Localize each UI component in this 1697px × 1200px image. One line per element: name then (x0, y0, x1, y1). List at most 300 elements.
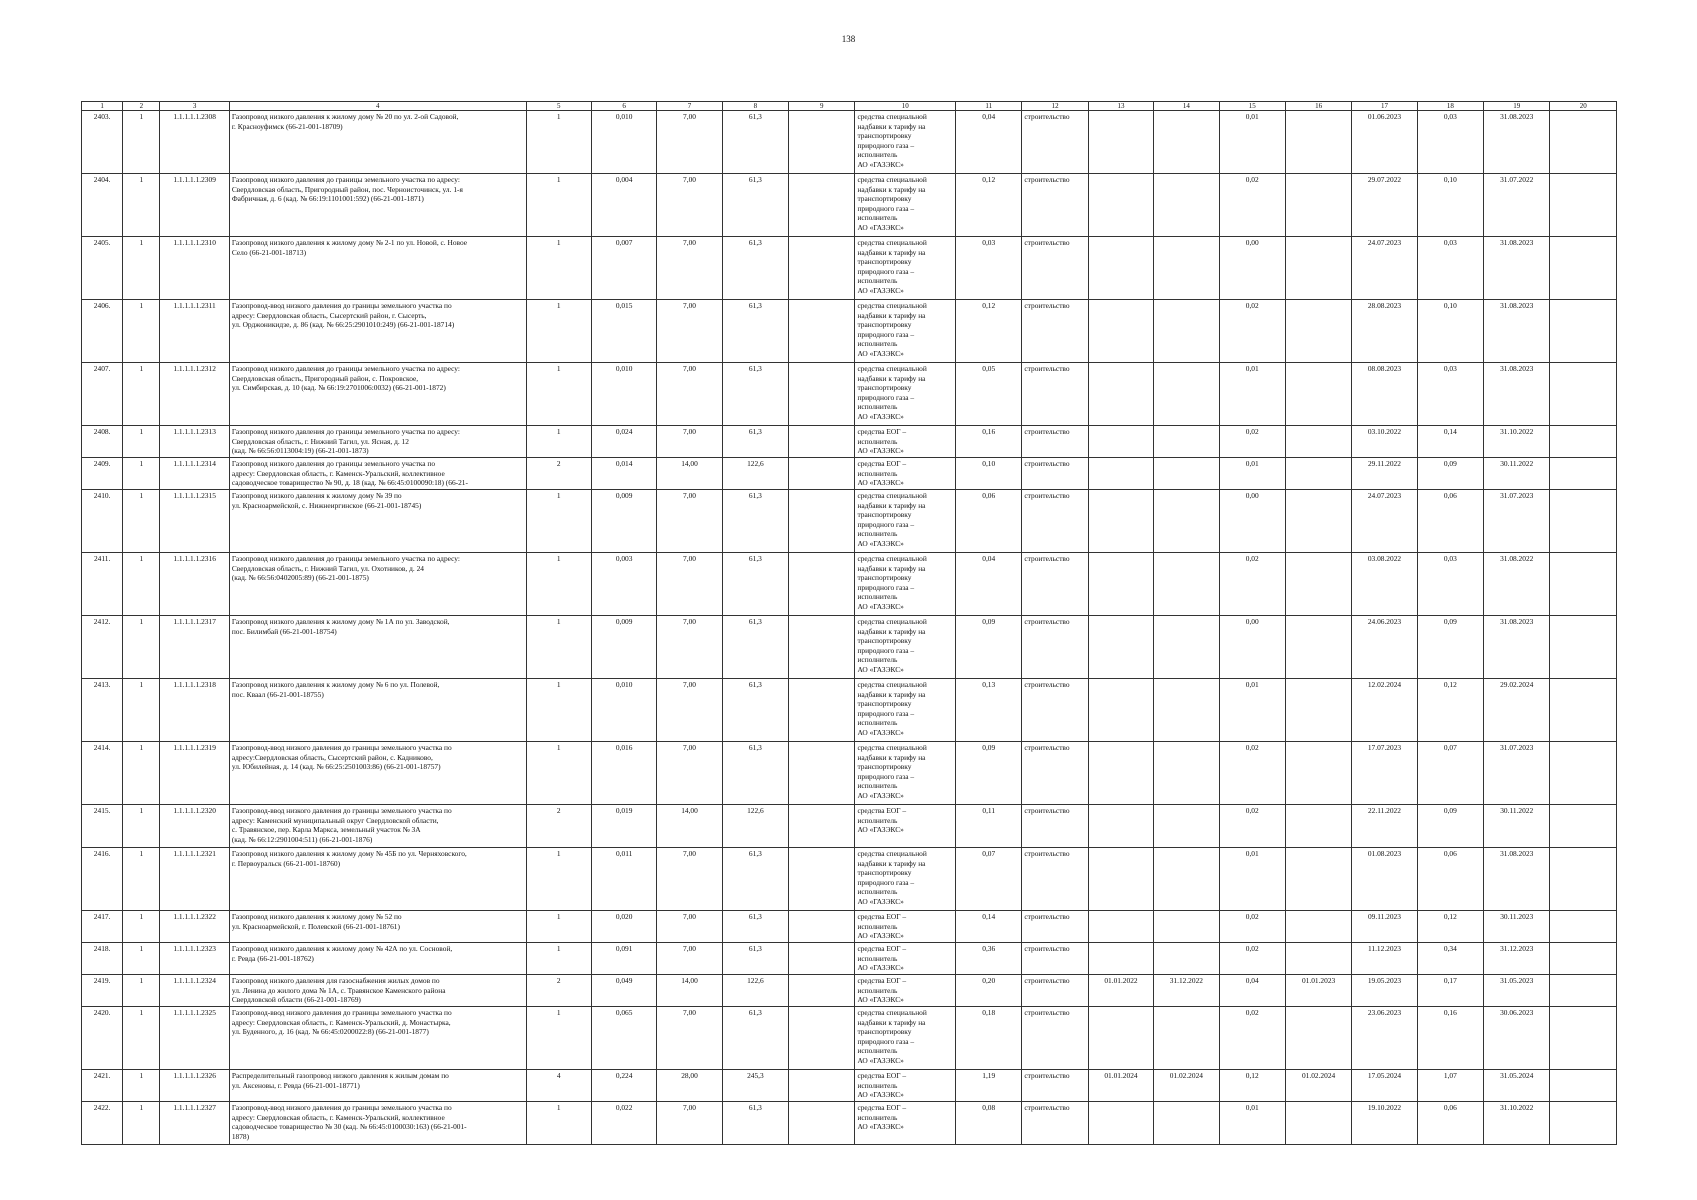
row-number: 2409. (82, 458, 123, 490)
commission-date: 03.10.2022 (1352, 426, 1417, 458)
capacity-value: 7,00 (657, 742, 722, 805)
length-value: 0,009 (591, 490, 656, 553)
col15-value: 0,01 (1219, 363, 1285, 426)
col16-date (1285, 490, 1351, 553)
column-header-3: 3 (160, 102, 229, 111)
col20-value (1550, 174, 1617, 237)
column-header-2: 2 (123, 102, 160, 111)
start-date (1088, 616, 1153, 679)
col20-value (1550, 679, 1617, 742)
funding-source-line: транспортировку (857, 320, 912, 330)
funding-source-line: транспортировку (857, 762, 912, 772)
object-description (229, 848, 526, 911)
funding-source-line: транспортировку (857, 636, 912, 646)
object-description (229, 742, 526, 805)
funding-source-line: надбавки к тарифу на (857, 310, 926, 320)
item-code: 1.1.1.1.1.2318 (160, 679, 229, 742)
col2-value: 1 (123, 742, 160, 805)
funding-source-line: АО «ГАЗЭКС» (857, 664, 904, 674)
funding-source (855, 363, 956, 426)
column-header-7: 7 (657, 102, 722, 111)
col5-value: 1 (526, 616, 591, 679)
funding-source-line: исполнитель (857, 339, 898, 349)
object-description-line: адресу: Каменский муниципальный округ Свердловской области, (231, 815, 439, 825)
commission-date: 19.10.2022 (1352, 1102, 1417, 1145)
object-description (229, 458, 526, 490)
cost-value: 0,03 (956, 237, 1022, 300)
funding-source-line: АО «ГАЗЭКС» (857, 963, 904, 973)
col8-value: 61,3 (722, 616, 788, 679)
funding-source (855, 616, 956, 679)
object-description-line: Газопровод-ввод низкого давления до границы земельного участка по (231, 743, 452, 752)
funding-source-line: исполнитель (857, 887, 898, 897)
col5-value: 1 (526, 490, 591, 553)
funding-source-line: природного газа – (857, 1036, 915, 1046)
completion-date: 31.08.2023 (1484, 363, 1550, 426)
commission-date: 12.02.2024 (1352, 679, 1417, 742)
col15-value: 0,12 (1219, 1070, 1285, 1102)
start-date (1088, 911, 1153, 943)
funding-source-line: средства специальной (857, 238, 927, 247)
col20-value (1550, 111, 1617, 174)
start-date (1088, 363, 1153, 426)
col9-value (789, 1102, 855, 1145)
commission-date: 22.11.2022 (1352, 805, 1417, 848)
cost-value: 0,12 (956, 300, 1022, 363)
end-date (1154, 174, 1219, 237)
col20-value (1550, 975, 1617, 1007)
capacity-value: 7,00 (657, 426, 722, 458)
completion-date: 30.06.2023 (1484, 1007, 1550, 1070)
column-header-10: 10 (855, 102, 956, 111)
col9-value (789, 426, 855, 458)
cost-value: 0,11 (956, 805, 1022, 848)
funding-source (855, 553, 956, 616)
object-description (229, 616, 526, 679)
item-code: 1.1.1.1.1.2314 (160, 458, 229, 490)
length-value: 0,003 (591, 553, 656, 616)
funding-source-line: природного газа – (857, 519, 915, 529)
object-description-line: Свердловской области (66-21-001-18769) (231, 995, 361, 1005)
funding-source-line: исполнитель (857, 655, 898, 665)
funding-source-line: исполнитель (857, 468, 898, 478)
item-code: 1.1.1.1.1.2324 (160, 975, 229, 1007)
col9-value (789, 300, 855, 363)
col18-value: 0,10 (1417, 300, 1483, 363)
end-date (1154, 458, 1219, 490)
object-description (229, 111, 526, 174)
object-description (229, 911, 526, 943)
start-date (1088, 805, 1153, 848)
col18-value: 0,06 (1417, 1102, 1483, 1145)
commission-date: 17.07.2023 (1352, 742, 1417, 805)
table-row (82, 553, 1617, 616)
object-description (229, 363, 526, 426)
col16-date (1285, 1007, 1351, 1070)
col5-value: 1 (526, 174, 591, 237)
col20-value (1550, 805, 1617, 848)
funding-source-line: средства специальной (857, 554, 927, 563)
start-date (1088, 742, 1153, 805)
commission-date: 28.08.2023 (1352, 300, 1417, 363)
funding-source-line: надбавки к тарифу на (857, 858, 926, 868)
funding-source-line: исполнитель (857, 1112, 898, 1122)
length-value: 0,010 (591, 363, 656, 426)
table-row (82, 911, 1617, 943)
object-description-line: Газопровод низкого давления к жилому дому № 6 по ул. Полевой, (231, 680, 440, 689)
funding-source-line: надбавки к тарифу на (857, 1017, 926, 1027)
funding-source-line: надбавки к тарифу на (857, 500, 926, 510)
col8-value: 61,3 (722, 742, 788, 805)
object-description-line: Газопровод низкого давления к жилому дому № 52 по (231, 912, 402, 921)
funding-source (855, 237, 956, 300)
table-row (82, 848, 1617, 911)
col2-value: 1 (123, 679, 160, 742)
object-description-line: Газопровод низкого давления до границы земельного участка по адресу: (231, 427, 460, 436)
end-date (1154, 679, 1219, 742)
commission-date: 09.11.2023 (1352, 911, 1417, 943)
col5-value: 1 (526, 911, 591, 943)
funding-source-line: природного газа – (857, 877, 915, 887)
col16-date: 01.02.2024 (1285, 1070, 1351, 1102)
work-type: строительство (1022, 848, 1088, 911)
funding-source (855, 458, 956, 490)
col9-value (789, 490, 855, 553)
commission-date: 01.08.2023 (1352, 848, 1417, 911)
work-type: строительство (1022, 911, 1088, 943)
col20-value (1550, 1102, 1617, 1145)
table-row (82, 174, 1617, 237)
col18-value: 0,17 (1417, 975, 1483, 1007)
table-row (82, 490, 1617, 553)
work-type: строительство (1022, 679, 1088, 742)
column-header-8: 8 (722, 102, 788, 111)
end-date (1154, 911, 1219, 943)
col18-value: 0,07 (1417, 742, 1483, 805)
capacity-value: 7,00 (657, 553, 722, 616)
work-type: строительство (1022, 943, 1088, 975)
col9-value (789, 237, 855, 300)
cost-value: 0,12 (956, 174, 1022, 237)
commission-date: 19.05.2023 (1352, 975, 1417, 1007)
row-number: 2414. (82, 742, 123, 805)
length-value: 0,022 (591, 1102, 656, 1145)
col9-value (789, 111, 855, 174)
col2-value: 1 (123, 363, 160, 426)
col2-value: 1 (123, 1102, 160, 1145)
start-date (1088, 679, 1153, 742)
col8-value: 122,6 (722, 458, 788, 490)
investment-program-table (81, 101, 1617, 1145)
row-number: 2404. (82, 174, 123, 237)
funding-source-line: транспортировку (857, 257, 912, 267)
funding-source-line: надбавки к тарифу на (857, 689, 926, 699)
column-header-11: 11 (956, 102, 1022, 111)
funding-source-line: АО «ГАЗЭКС» (857, 727, 904, 737)
funding-source-line: исполнитель (857, 953, 898, 963)
col18-value: 0,34 (1417, 943, 1483, 975)
funding-source-line: средства специальной (857, 743, 927, 752)
object-description-line: (кад. № 66:56:0113004:19) (66-21-001-1873) (231, 446, 369, 456)
col18-value: 0,03 (1417, 237, 1483, 300)
table-body (82, 111, 1617, 1145)
row-number: 2420. (82, 1007, 123, 1070)
col5-value: 2 (526, 458, 591, 490)
funding-source-line: АО «ГАЗЭКС» (857, 285, 904, 295)
end-date (1154, 553, 1219, 616)
work-type: строительство (1022, 742, 1088, 805)
object-description-line: г. Ревда (66-21-001-18762) (231, 953, 314, 963)
work-type: строительство (1022, 426, 1088, 458)
cost-value: 0,07 (956, 848, 1022, 911)
object-description-line: Распределительный газопровод низкого давления к жилым домам по (231, 1071, 449, 1080)
col2-value: 1 (123, 1007, 160, 1070)
col9-value (789, 943, 855, 975)
col16-date (1285, 111, 1351, 174)
capacity-value: 7,00 (657, 911, 722, 943)
col16-date (1285, 911, 1351, 943)
object-description-line: ул. Красноармейской, с. Нижнеиргинское (66-21-001-18745) (231, 500, 422, 510)
funding-source (855, 1007, 956, 1070)
col18-value: 1,07 (1417, 1070, 1483, 1102)
funding-source-line: средства ЕОГ – (857, 944, 907, 953)
col16-date (1285, 174, 1351, 237)
item-code: 1.1.1.1.1.2327 (160, 1102, 229, 1145)
end-date: 01.02.2024 (1154, 1070, 1219, 1102)
col18-value: 0,12 (1417, 911, 1483, 943)
table-row (82, 943, 1617, 975)
item-code: 1.1.1.1.1.2313 (160, 426, 229, 458)
item-code: 1.1.1.1.1.2323 (160, 943, 229, 975)
end-date (1154, 943, 1219, 975)
funding-source (855, 300, 956, 363)
funding-source-line: средства ЕОГ – (857, 427, 907, 436)
completion-date: 30.11.2022 (1484, 805, 1550, 848)
col2-value: 1 (123, 911, 160, 943)
funding-source-line: АО «ГАЗЭКС» (857, 601, 904, 611)
funding-source-line: средства специальной (857, 1008, 927, 1017)
object-description-line: Газопровод низкого давления к жилому дому № 2-1 по ул. Новой, с. Новое (231, 238, 468, 247)
funding-source-line: транспортировку (857, 1027, 912, 1037)
funding-source-line: исполнитель (857, 213, 898, 223)
funding-source-line: исполнитель (857, 1046, 898, 1056)
end-date (1154, 426, 1219, 458)
col15-value: 0,00 (1219, 237, 1285, 300)
object-description-line: с. Травянское, пер. Карла Маркса, земельный участок № 3А (231, 825, 421, 835)
length-value: 0,010 (591, 111, 656, 174)
commission-date: 11.12.2023 (1352, 943, 1417, 975)
object-description-line: Село (66-21-001-18713) (231, 247, 307, 257)
col20-value (1550, 1070, 1617, 1102)
start-date (1088, 174, 1153, 237)
completion-date: 31.07.2022 (1484, 174, 1550, 237)
cost-value: 0,05 (956, 363, 1022, 426)
col20-value (1550, 458, 1617, 490)
table-row (82, 237, 1617, 300)
table-row (82, 1007, 1617, 1070)
object-description-line: ул. Буденного, д. 16 (кад. № 66:45:0200022:8) (66-21-001-1877) (231, 1027, 429, 1037)
work-type: строительство (1022, 553, 1088, 616)
object-description-line: Свердловская область, Пригородный район, пос. Черноисточинск, ул. 1-я (231, 184, 463, 194)
funding-source-line: средства ЕОГ – (857, 1071, 907, 1080)
col20-value (1550, 616, 1617, 679)
col15-value: 0,02 (1219, 911, 1285, 943)
item-code: 1.1.1.1.1.2315 (160, 490, 229, 553)
end-date (1154, 111, 1219, 174)
object-description (229, 426, 526, 458)
col16-date: 01.01.2023 (1285, 975, 1351, 1007)
col16-date (1285, 426, 1351, 458)
funding-source-line: надбавки к тарифу на (857, 247, 926, 257)
row-number: 2417. (82, 911, 123, 943)
commission-date: 29.11.2022 (1352, 458, 1417, 490)
object-description-line: Газопровод низкого давления до границы земельного участка по (231, 459, 436, 468)
object-description-line: Газопровод-ввод низкого давления до границы земельного участка по (231, 301, 452, 310)
col15-value: 0,02 (1219, 426, 1285, 458)
column-header-20: 20 (1550, 102, 1617, 111)
object-description-line: адресу: Свердловская область, г. Каменск-Уральский, коллективное (231, 468, 445, 478)
funding-source-line: средства ЕОГ – (857, 912, 907, 921)
col18-value: 0,09 (1417, 616, 1483, 679)
funding-source-line: АО «ГАЗЭКС» (857, 1122, 904, 1132)
funding-source-line: природного газа – (857, 329, 915, 339)
col8-value: 61,3 (722, 943, 788, 975)
col9-value (789, 848, 855, 911)
end-date (1154, 1102, 1219, 1145)
col5-value: 2 (526, 805, 591, 848)
object-description (229, 1102, 526, 1145)
capacity-value: 7,00 (657, 1102, 722, 1145)
col15-value: 0,02 (1219, 1007, 1285, 1070)
funding-source (855, 742, 956, 805)
col8-value: 61,3 (722, 848, 788, 911)
col8-value: 61,3 (722, 553, 788, 616)
object-description-line: садоводческое товарищество № 90, д. 18 (кад. № 66:45:0100090:18) (66-21- (231, 478, 468, 488)
funding-source-line: природного газа – (857, 266, 915, 276)
row-number: 2419. (82, 975, 123, 1007)
object-description-line: Газопровод низкого давления для газоснабжения жилых домов по (231, 976, 440, 985)
funding-source-line: транспортировку (857, 510, 912, 520)
col9-value (789, 174, 855, 237)
work-type: строительство (1022, 237, 1088, 300)
end-date (1154, 742, 1219, 805)
object-description-line: ул. Юбилейная, д. 14 (кад. № 66:25:2501003:86) (66-21-001-18757) (231, 762, 441, 772)
item-code: 1.1.1.1.1.2317 (160, 616, 229, 679)
funding-source-line: природного газа – (857, 708, 915, 718)
object-description-line: ул. Симбирская, д. 10 (кад. № 66:19:2701006:0032) (66-21-001-1872) (231, 383, 446, 393)
cost-value: 0,09 (956, 742, 1022, 805)
col18-value: 0,03 (1417, 363, 1483, 426)
funding-source-line: АО «ГАЗЭКС» (857, 825, 904, 835)
commission-date: 23.06.2023 (1352, 1007, 1417, 1070)
funding-source-line: средства специальной (857, 617, 927, 626)
column-header-4: 4 (229, 102, 526, 111)
object-description-line: Газопровод-ввод низкого давления до границы земельного участка по (231, 1103, 452, 1112)
col15-value: 0,01 (1219, 679, 1285, 742)
funding-source (855, 174, 956, 237)
funding-source (855, 426, 956, 458)
completion-date: 31.08.2023 (1484, 300, 1550, 363)
capacity-value: 7,00 (657, 848, 722, 911)
object-description (229, 553, 526, 616)
funding-source (855, 490, 956, 553)
capacity-value: 7,00 (657, 363, 722, 426)
capacity-value: 7,00 (657, 943, 722, 975)
object-description-line: Газопровод низкого давления до границы земельного участка по адресу: (231, 554, 460, 563)
column-header-14: 14 (1154, 102, 1219, 111)
funding-source-line: средства ЕОГ – (857, 806, 907, 815)
completion-date: 31.05.2023 (1484, 975, 1550, 1007)
commission-date: 29.07.2022 (1352, 174, 1417, 237)
object-description-line: Газопровод низкого давления к жилому дому № 45Б по ул. Черняховского, (231, 849, 467, 858)
capacity-value: 7,00 (657, 174, 722, 237)
funding-source-line: надбавки к тарифу на (857, 121, 926, 131)
table-row (82, 300, 1617, 363)
funding-source-line: природного газа – (857, 203, 915, 213)
col8-value: 61,3 (722, 363, 788, 426)
funding-source-line: АО «ГАЗЭКС» (857, 790, 904, 800)
col20-value (1550, 553, 1617, 616)
funding-source-line: исполнитель (857, 815, 898, 825)
funding-source (855, 1102, 956, 1145)
funding-source-line: исполнитель (857, 150, 898, 160)
col18-value: 0,16 (1417, 1007, 1483, 1070)
col8-value: 61,3 (722, 174, 788, 237)
col2-value: 1 (123, 975, 160, 1007)
capacity-value: 7,00 (657, 490, 722, 553)
col2-value: 1 (123, 300, 160, 363)
work-type: строительство (1022, 490, 1088, 553)
col20-value (1550, 911, 1617, 943)
completion-date: 31.05.2024 (1484, 1070, 1550, 1102)
col2-value: 1 (123, 237, 160, 300)
work-type: строительство (1022, 975, 1088, 1007)
funding-source-line: исполнитель (857, 529, 898, 539)
completion-date: 31.10.2022 (1484, 1102, 1550, 1145)
col8-value: 61,3 (722, 300, 788, 363)
col18-value: 0,03 (1417, 111, 1483, 174)
col5-value: 1 (526, 1102, 591, 1145)
col2-value: 1 (123, 848, 160, 911)
col9-value (789, 679, 855, 742)
cost-value: 0,09 (956, 616, 1022, 679)
length-value: 0,016 (591, 742, 656, 805)
col18-value: 0,12 (1417, 679, 1483, 742)
col8-value: 61,3 (722, 237, 788, 300)
col15-value: 0,02 (1219, 553, 1285, 616)
item-code: 1.1.1.1.1.2322 (160, 911, 229, 943)
funding-source-line: транспортировку (857, 383, 912, 393)
completion-date: 31.10.2022 (1484, 426, 1550, 458)
length-value: 0,007 (591, 237, 656, 300)
length-value: 0,049 (591, 975, 656, 1007)
completion-date: 29.02.2024 (1484, 679, 1550, 742)
object-description-line: Газопровод низкого давления к жилому дому № 39 по (231, 491, 402, 500)
start-date (1088, 300, 1153, 363)
funding-source-line: исполнитель (857, 1080, 898, 1090)
table-row (82, 111, 1617, 174)
cost-value: 0,20 (956, 975, 1022, 1007)
col18-value: 0,09 (1417, 805, 1483, 848)
col5-value: 4 (526, 1070, 591, 1102)
funding-source-line: исполнитель (857, 781, 898, 791)
column-header-16: 16 (1285, 102, 1351, 111)
funding-source-line: надбавки к тарифу на (857, 563, 926, 573)
funding-source-line: транспортировку (857, 868, 912, 878)
start-date (1088, 848, 1153, 911)
start-date (1088, 458, 1153, 490)
object-description (229, 490, 526, 553)
